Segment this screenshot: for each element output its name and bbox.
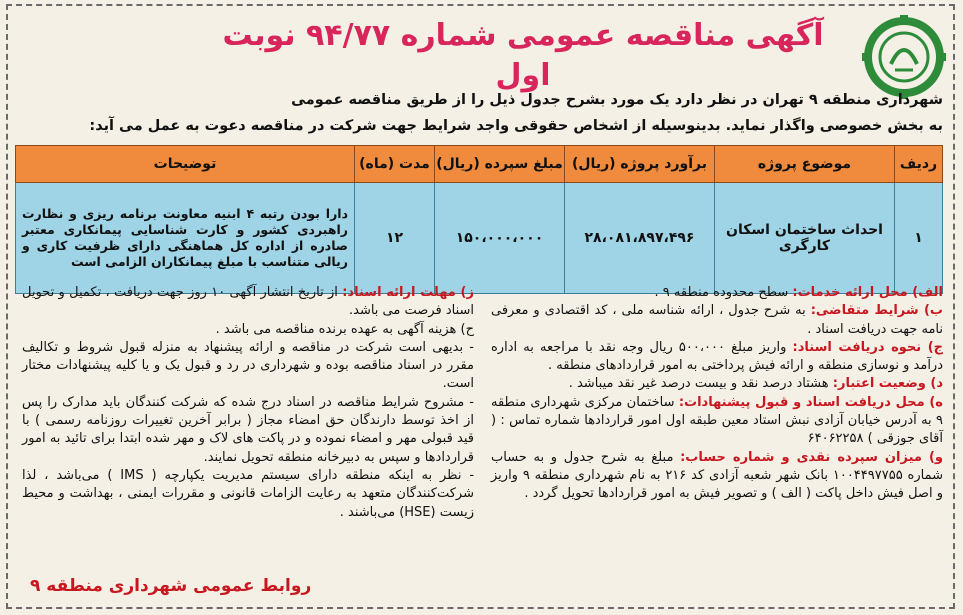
cell-notes: دارا بودن رتبه ۴ ابنیه معاونت برنامه ریزی و نظارت راهبردی کشور و کارت شناسایی پیمانکاری معتبر صادره از اداره کل هماهنگی دارای ظرفیت کاری و ریالی متناسب با مبلغ پیمانکاران الزامی است	[16, 183, 355, 294]
notice-title: آگهی مناقصه عمومی شماره ۹۴/۷۷ نوبت اول	[222, 18, 824, 93]
label-deposit-account: و) میزان سپرده نقدی و شماره حساب:	[680, 449, 943, 465]
column-header-subject: موضوع پروژه	[715, 146, 895, 183]
text-applicant-conditions: به شرح جدول ، ارائه شناسه ملی ، کد اقتصادی و معرفی نامه جهت دریافت اسناد .	[491, 303, 943, 337]
text-credit-status: هشتاد درصد نقد و بیست درصد غیر نقد میباشد .	[568, 376, 829, 392]
text-document-details: - مشروح شرایط مناقصه در اسناد درج شده که شرکت کنندگان باید مدارک را پس از اخذ توسط دارندگان حق امضاء مجاز ( برابر آخرین تغییرات روزنامه رسمی ) با قید قبولی مهر و امضاء نموده و در پاکت های لاک و مهر شده ابتدا برای تائید به امور قراردادها و سپس به دبیرخانه منطقه تحویل نمایند.	[22, 394, 474, 465]
public-relations-signature: روابط عمومی شهرداری منطقه ۹	[30, 576, 312, 596]
cell-deposit: ۱۵۰،۰۰۰،۰۰۰	[435, 183, 565, 294]
text-document-receipt: واریز مبلغ ۵۰۰،۰۰۰ ریال وجه نقد با مراجعه به اداره درآمد و نوسازی منطقه و ارائه فیش پرداختی به امور قراردادهای منطقه .	[491, 339, 943, 374]
conditions-left-column	[22, 284, 474, 522]
label-applicant-conditions: ب) شرایط متقاضی:	[810, 303, 943, 319]
cell-row-number: ۱	[895, 183, 943, 294]
intro-line-1: شهرداری منطقه ۹ تهران در نظر دارد یک مورد بشرح جدول ذیل را از طریق مناقصه عمومی	[291, 92, 943, 108]
cell-subject: احداث ساختمان اسکان کارگری	[715, 183, 895, 294]
cell-estimate: ۲۸،۰۸۱،۸۹۷،۴۹۶	[565, 183, 715, 294]
column-header-row-number: ردیف	[895, 146, 943, 183]
text-ims-hse: - نظر به اینکه منطقه دارای سیستم مدیریت یکپارچه ( IMS ) می‌باشد ، لذا شرکت‌کنندگان متعهد به رعایت الزامات قانونی و مقررات ایمنی ، بهداشت و محیط زیست (HSE) می‌باشند .	[22, 467, 475, 520]
text-service-location: سطح محدوده منطقه ۹ .	[654, 285, 789, 300]
label-submission-place: ه) محل دریافت اسناد و قبول پیشنهادات:	[678, 394, 943, 410]
text-ad-cost: ح) هزینه آگهی به عهده برنده مناقصه می باشد .	[215, 321, 474, 337]
cell-duration: ۱۲	[355, 183, 435, 294]
tehran-municipality-logo	[861, 14, 947, 100]
text-submission-place: ساختمان مرکزی شهرداری منطقه ۹ به آدرس خیابان آزادی نبش استاد معین طبقه اول امور قراردادها شماره تماس : ( آقای جوزقی ) ۶۴۰۶۲۲۵۸	[491, 394, 943, 447]
label-document-receipt: ج) نحوه دریافت اسناد:	[792, 339, 943, 355]
tender-table	[15, 145, 943, 294]
column-header-duration: مدت (ماه)	[355, 146, 435, 183]
label-submission-deadline: ز) مهلت ارائه اسناد:	[342, 285, 474, 300]
table-header-row	[16, 146, 943, 183]
text-deposit-account: مبلغ به شرح جدول و به حساب شماره ۱۰۰۴۴۹۷۷۵۵ بانک شهر شعبه آزادی کد ۲۱۶ به نام شهرداری منطقه ۹ واریز و اصل فیش داخل پاکت ( الف ) و تصویر فیش به امور قراردادها تحویل گردد .	[491, 449, 944, 502]
text-submission-deadline: از تاریخ انتشار آگهی ۱۰ روز جهت دریافت ، تکمیل و تحویل اسناد فرصت می باشد.	[22, 285, 474, 319]
label-service-location: الف) محل ارائه خدمات:	[792, 285, 943, 300]
table-row	[16, 183, 943, 294]
intro-line-2: به بخش خصوصی واگذار نماید. بدینوسیله از اشخاص حقوقی واجد شرایط جهت شرکت در مناقصه دعوت به عمل می آید:	[89, 118, 943, 134]
column-header-notes: توضیحات	[16, 146, 355, 183]
conditions-right-column	[491, 284, 943, 504]
column-header-estimate: برآورد پروژه (ریال)	[565, 146, 715, 183]
label-credit-status: د) وضعیت اعتبار:	[832, 376, 943, 392]
column-header-deposit: مبلغ سپرده (ریال)	[435, 146, 565, 183]
text-participation-terms: - بدیهی است شرکت در مناقصه و ارائه پیشنهاد به منزله قبول شروط و تکالیف مقرر در اسناد مناقصه بوده و شهرداری در رد و قبول یک و یا کلیه پیشنهادات مختار است.	[22, 339, 474, 392]
